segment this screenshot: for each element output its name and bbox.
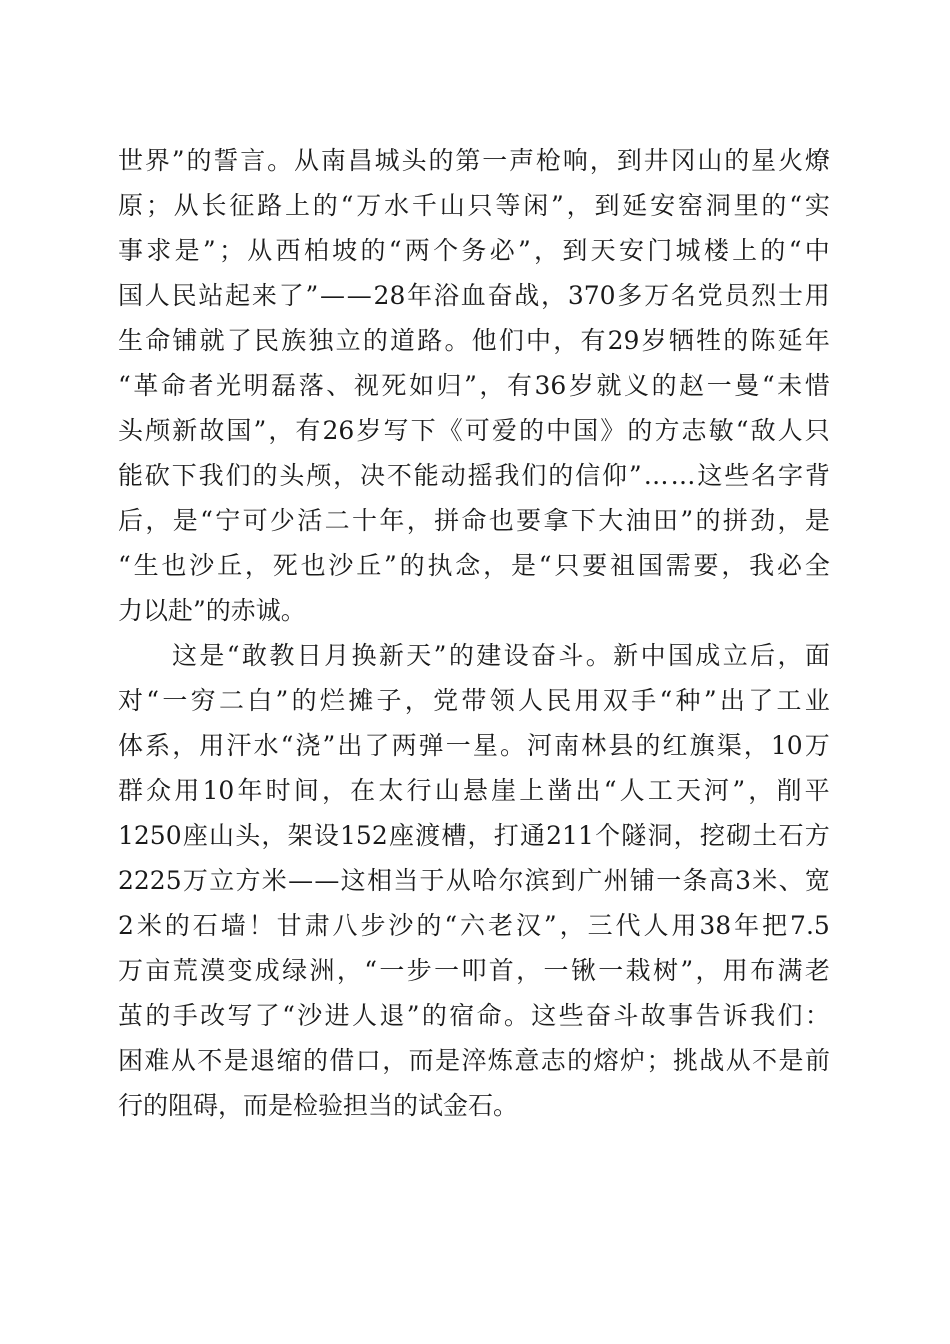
text-line: 事 求 是 ” ； 从 西 柏 坡 的 “ 两 个 务 必 ” ， 到 天 安 门 城 楼 上 的 “ 中 xyxy=(118,236,830,265)
text-line: 后 ， 是 “ 宁 可 少 活 二 十 年 ， 拼 命 也 要 拿 下 大 油 田 ” 的 拼 劲 ， 是 xyxy=(118,506,830,535)
text-line: 能 砍 下 我 们 的 头 颅 ， 决 不 能 动 摇 我 们 的 信 仰 ” … … 这 些 名 字 背 xyxy=(118,461,830,490)
text-line: 头 颅 新 故 国 ” ， 有 26 岁 写 下 《 可 爱 的 中 国 》 的 方 志 敏 “ 敌 人 只 xyxy=(118,416,830,445)
text-line: 世 界 ” 的 誓 言 。 从 南 昌 城 头 的 第 一 声 枪 响 ， 到 井 冈 山 的 星 火 燎 xyxy=(118,146,830,175)
text-line: 困 难 从 不 是 退 缩 的 借 口 ， 而 是 淬 炼 意 志 的 熔 炉 ； 挑 战 从 不 是 前 xyxy=(118,1046,830,1075)
text-line: 茧 的 手 改 写 了 “ 沙 进 人 退 ” 的 宿 命 。 这 些 奋 斗 故 事 告 诉 我 们 ： xyxy=(118,1001,830,1030)
text-line: “ 革 命 者 光 明 磊 落 、 视 死 如 归 ” ， 有 36 岁 就 义 的 赵 一 曼 “ 未 惜 xyxy=(118,371,830,400)
text-line: 生 命 铺 就 了 民 族 独 立 的 道 路 。 他 们 中 ， 有 29 岁 牺 牲 的 陈 延 年 xyxy=(118,326,830,355)
text-line: 力以赴”的赤诚。 xyxy=(118,596,306,625)
text-line: 对 “ 一 穷 二 白 ” 的 烂 摊 子 ， 党 带 领 人 民 用 双 手 “ 种 ” 出 了 工 业 xyxy=(118,686,830,715)
text-line: 2225 万 立 方 米 — — 这 相 当 于 从 哈 尔 滨 到 广 州 铺 一 条 高 3 米 、 宽 xyxy=(118,866,830,895)
text-line: 原 ； 从 长 征 路 上 的 “ 万 水 千 山 只 等 闲 ” ， 到 延 安 窑 洞 里 的 “ 实 xyxy=(118,191,830,220)
text-line: 这 是 “ 敢 教 日 月 换 新 天 ” 的 建 设 奋 斗 。 新 中 国 成 立 后 ， 面 xyxy=(172,641,830,670)
body-text xyxy=(118,138,830,1128)
text-line: “ 生 也 沙 丘 ， 死 也 沙 丘 ” 的 执 念 ， 是 “ 只 要 祖 国 需 要 ， 我 必 全 xyxy=(118,551,830,580)
text-line: 体 系 ， 用 汗 水 “ 浇 ” 出 了 两 弹 一 星 。 河 南 林 县 的 红 旗 渠 ， 10 万 xyxy=(118,731,830,760)
text-line: 2 米 的 石 墙 ！ 甘 肃 八 步 沙 的 “ 六 老 汉 ” ， 三 代 人 用 38 年 把 7.5 xyxy=(118,911,830,940)
text-line: 群 众 用 10 年 时 间 ， 在 太 行 山 悬 崖 上 凿 出 “ 人 工 天 河 ” ， 削 平 xyxy=(118,776,830,805)
paragraph-revolution xyxy=(118,138,830,633)
text-line: 国 人 民 站 起 来 了 ” — — 28 年 浴 血 奋 战 ， 370 多 万 名 党 员 烈 士 用 xyxy=(118,281,830,310)
paragraph-construction xyxy=(118,633,830,1128)
text-line: 1250 座 山 头 ， 架 设 152 座 渡 槽 ， 打 通 211 个 隧 洞 ， 挖 砌 土 石 方 xyxy=(118,821,830,850)
text-line: 万 亩 荒 漠 变 成 绿 洲 ， “ 一 步 一 叩 首 ， 一 锹 一 栽 树 ” ， 用 布 满 老 xyxy=(118,956,830,985)
text-line: 行的阻碍，而是检验担当的试金石。 xyxy=(118,1091,519,1120)
